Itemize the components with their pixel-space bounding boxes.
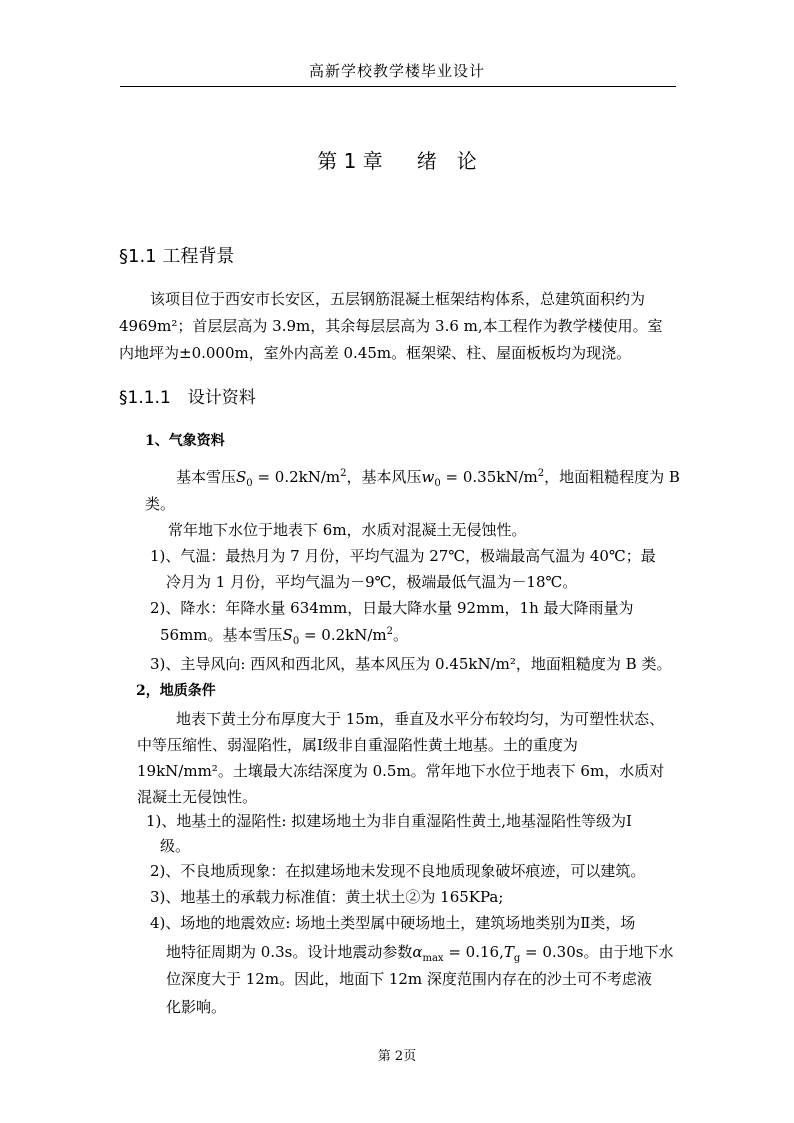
precip-snow-symbol: S [282,626,293,644]
section-heading-1-1: §1.1 工程背景 [119,246,235,267]
precip-snow-exponent: 2 [386,626,394,637]
geology-item-4-line-3: 位深度大于 12m。因此，地面下 12m 深度范围内存在的沙土可不考虑液 [166,970,652,988]
site-period-text: 地特征周期为 0.3s。设计地震动参数 [166,943,413,961]
precip-end: 。 [393,626,409,644]
geology-para-line-3: 19kN/mm²。土壤最大冻结深度为 0.5m。常年地下水位于地表下 6m，水质对 [137,762,665,780]
geology-item-4-line-1: 4)、场地的地震效应: 场地土类型属中硬场地土，建筑场地类别为Ⅱ类，场 [150,914,636,932]
chapter-title: 绪 论 [416,149,477,173]
wind-symbol: w [421,468,435,486]
geology-item-4-line-4: 化影响。 [166,998,227,1016]
intro-line-2: 4969m²；首层层高为 3.9m，其余每层层高为 3.6 m,本工程作为教学楼使用。室 [119,317,663,335]
geology-item-4-line-2 [166,941,673,964]
roughness-continuation: 类。 [145,495,176,513]
geology-item-1-line-2: 级。 [160,837,191,855]
running-header: 高新学校教学楼毕业设计 [308,62,485,80]
alpha-symbol: α [412,943,423,961]
snow-exponent: 2 [340,468,347,479]
chapter-heading [0,145,794,174]
header-rule [120,86,676,87]
wind-value: = 0.35kN/m [440,468,538,486]
alpha-value: = 0.16, [443,943,504,961]
geology-para-line-4: 混凝土无侵蚀性。 [137,788,258,806]
geology-item-2: 2)、不良地质现象：在拟建场地未发现不良地质现象破坏痕迹，可以建筑。 [150,862,646,880]
snow-wind-line [176,466,680,489]
precipitation-line-1: 2)、降水：年降水量 634mm，日最大降水量 92mm，1h 最大降雨量为 [150,599,634,617]
wind-exponent: 2 [537,468,545,479]
intro-line-1: 该项目位于西安市长安区，五层钢筋混凝土框架结构体系，总建筑面积约为 [150,290,646,308]
roughness-text: ，地面粗糙程度为 B [544,468,680,486]
geology-item-3: 3)、地基土的承载力标准值：黄土状土②为 165KPa; [150,888,504,906]
intro-line-3: 内地坪为±0.000m，室外内高差 0.45m。框架梁、柱、屋面板板均为现浇。 [119,344,632,362]
precip-text: 56mm。基本雪压 [160,626,283,644]
prevailing-wind-line: 3)、主导风向: 西风和西北风，基本风压为 0.45kN/m²，地面粗糙度为 B 类。 [150,655,672,673]
snow-label: 基本雪压 [176,468,237,486]
period-value: = 0.30s [520,943,584,961]
chapter-number: 第 1 章 [317,149,383,173]
section-heading-1-1-1: §1.1.1 设计资料 [119,388,256,408]
climate-heading: 1、气象资料 [145,433,225,449]
page-number: 第 2页 [377,1049,417,1064]
period-subscript: g [513,953,521,964]
snow-value: = 0.2kN/m [252,468,341,486]
geology-item-1-line-1: 1)、地基土的湿陷性: 拟建场地土为非自重湿陷性黄土,地基湿陷性等级为Ⅰ [146,812,632,830]
geology-para-line-2: 中等压缩性、弱湿陷性，属Ⅰ级非自重湿陷性黄土地基。土的重度为 [137,736,578,754]
precip-snow-subscript: 0 [292,636,300,647]
geology-heading: 2，地质条件 [136,683,216,699]
snow-subscript: 0 [246,478,253,489]
temperature-line-2: 冷月为 1 月份，平均气温为－9℃，极端最低气温为－18℃。 [166,573,578,591]
precip-snow-value: = 0.2kN/m [299,626,387,644]
temperature-line-1: 1)、气温：最热月为 7 月份，平均气温为 27℃，极端最高气温为 40℃；最 [150,547,656,565]
precipitation-line-2 [160,624,408,647]
groundwater-depth-text: 。由于地下水 [583,943,674,961]
wind-label: ，基本风压 [346,468,422,486]
wind-subscript: 0 [434,478,441,489]
groundwater-line: 常年地下水位于地表下 6m，水质对混凝土无侵蚀性。 [168,521,527,539]
snow-symbol: S [236,468,247,486]
geology-para-line-1: 地表下黄土分布厚度大于 15m，垂直及水平分布较均匀，为可塑性状态、 [176,710,665,728]
alpha-subscript: max [422,953,444,964]
period-symbol: T [503,943,514,961]
